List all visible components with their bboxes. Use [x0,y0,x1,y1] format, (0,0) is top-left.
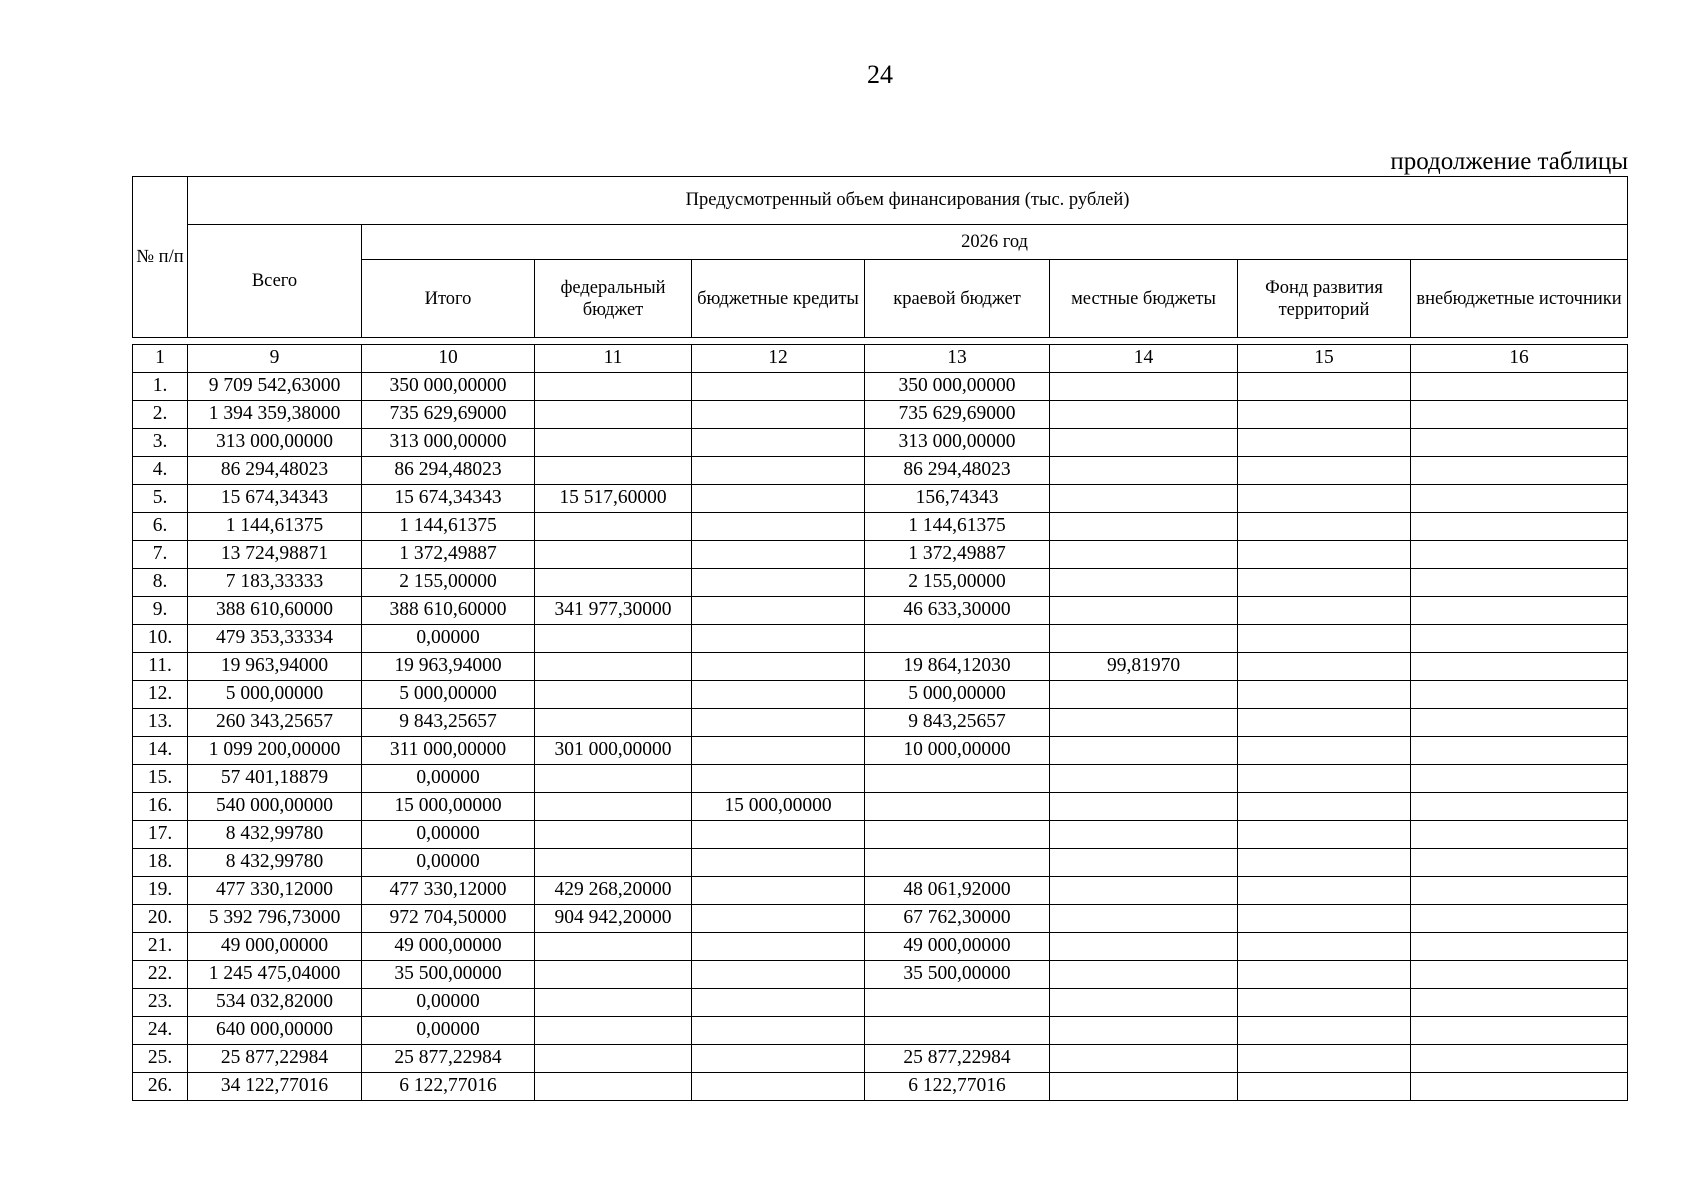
table-cell: 5 000,00000 [362,681,535,709]
table-row [133,457,1628,485]
table-cell: 5 000,00000 [188,681,362,709]
table-cell [535,653,692,681]
header-financing: Предусмотренный объем финансирования (тыс. рублей) [188,177,1628,225]
table-row [133,653,1628,681]
column-number-cell: 14 [1050,345,1238,373]
table-cell [1238,625,1411,653]
table-cell: 6 122,77016 [865,1073,1050,1101]
table-cell [535,625,692,653]
table-cell: 9 709 542,63000 [188,373,362,401]
table-cell [1050,1017,1238,1045]
table-cell [1050,485,1238,513]
table-cell: 57 401,18879 [188,765,362,793]
column-number-cell: 11 [535,345,692,373]
table-cell [1238,681,1411,709]
table-row [133,485,1628,513]
table-cell [1050,429,1238,457]
continuation-label: продолжение таблицы [1390,148,1628,175]
table-cell: 0,00000 [362,1017,535,1045]
table-cell: 0,00000 [362,989,535,1017]
table-cell: 9 843,25657 [362,709,535,737]
table-cell: 311 000,00000 [362,737,535,765]
table-cell [535,569,692,597]
table-cell: 15 000,00000 [362,793,535,821]
table-row [133,961,1628,989]
table-cell [535,989,692,1017]
table-row [133,541,1628,569]
table-row [133,1073,1628,1101]
table-cell: 35 500,00000 [362,961,535,989]
table-cell [1411,933,1628,961]
table-cell: 99,81970 [1050,653,1238,681]
table-cell [535,821,692,849]
table-row [133,765,1628,793]
row-number-cell: 2. [133,401,188,429]
table-cell: 1 245 475,04000 [188,961,362,989]
header-budget-credits: бюджетные кредиты [692,260,865,338]
table-cell [535,373,692,401]
table-cell: 49 000,00000 [362,933,535,961]
table-cell [1238,653,1411,681]
table-cell [692,933,865,961]
table-cell: 67 762,30000 [865,905,1050,933]
table-cell: 10 000,00000 [865,737,1050,765]
table-cell [1238,765,1411,793]
table-cell [692,849,865,877]
table-cell: 477 330,12000 [188,877,362,905]
row-number-cell: 19. [133,877,188,905]
table-cell [1238,457,1411,485]
table-cell [1411,961,1628,989]
table-cell [692,597,865,625]
table-cell [1050,1045,1238,1073]
table-cell [1411,485,1628,513]
table-cell [692,485,865,513]
table-cell [1050,905,1238,933]
table-cell [692,429,865,457]
column-number-cell: 16 [1411,345,1628,373]
table-cell [1050,513,1238,541]
table-cell: 301 000,00000 [535,737,692,765]
table-cell [865,625,1050,653]
table-cell: 477 330,12000 [362,877,535,905]
table-cell [1050,849,1238,877]
row-number-cell: 9. [133,597,188,625]
table-cell [535,1045,692,1073]
table-cell [1238,821,1411,849]
table-cell [692,681,865,709]
table-cell: 0,00000 [362,849,535,877]
table-cell [1238,597,1411,625]
table-cell: 46 633,30000 [865,597,1050,625]
table-cell [1411,457,1628,485]
row-number-cell: 22. [133,961,188,989]
table-cell [692,569,865,597]
table-cell [1411,793,1628,821]
table-cell [1050,541,1238,569]
table-cell: 19 963,94000 [188,653,362,681]
table-cell: 735 629,69000 [865,401,1050,429]
table-cell [865,1017,1050,1045]
table-row [133,681,1628,709]
table-cell [1050,597,1238,625]
row-number-cell: 4. [133,457,188,485]
table-cell [535,849,692,877]
table-cell [535,681,692,709]
table-header [132,176,1628,338]
table-cell: 0,00000 [362,821,535,849]
table-cell [1411,541,1628,569]
table-cell [692,457,865,485]
table-cell: 5 000,00000 [865,681,1050,709]
table-cell: 1 099 200,00000 [188,737,362,765]
page-number: 24 [867,60,893,89]
table-cell: 1 372,49887 [362,541,535,569]
table-cell [1238,933,1411,961]
table-cell [1050,989,1238,1017]
table-cell: 0,00000 [362,765,535,793]
table-cell [535,401,692,429]
table-cell [1411,737,1628,765]
data-table [132,344,1628,1101]
table-cell [535,1017,692,1045]
table-row [133,597,1628,625]
table-cell [535,513,692,541]
row-number-cell: 26. [133,1073,188,1101]
table-cell [692,877,865,905]
table-cell [535,1073,692,1101]
table-cell [1050,933,1238,961]
row-number-cell: 10. [133,625,188,653]
row-number-cell: 3. [133,429,188,457]
header-num: № п/п [133,177,188,338]
table-cell: 2 155,00000 [865,569,1050,597]
column-number-cell: 15 [1238,345,1411,373]
table-cell: 2 155,00000 [362,569,535,597]
row-number-cell: 1. [133,373,188,401]
table-cell [692,401,865,429]
table-cell: 350 000,00000 [865,373,1050,401]
table-cell [1411,625,1628,653]
table-row [133,1017,1628,1045]
row-number-cell: 21. [133,933,188,961]
table-cell [1238,737,1411,765]
table-row [133,989,1628,1017]
column-number-cell: 10 [362,345,535,373]
table-cell [1050,401,1238,429]
table-cell [1050,793,1238,821]
table-row [133,513,1628,541]
table-cell: 429 268,20000 [535,877,692,905]
table-cell [1238,569,1411,597]
table-cell [692,961,865,989]
table-cell [1411,877,1628,905]
table-cell [535,429,692,457]
table-row [133,933,1628,961]
table-cell [1238,905,1411,933]
table-cell [535,457,692,485]
row-number-cell: 16. [133,793,188,821]
table-cell: 15 674,34343 [188,485,362,513]
table-cell [1411,597,1628,625]
table-cell [535,765,692,793]
table-cell [535,541,692,569]
table-cell: 1 372,49887 [865,541,1050,569]
table-cell [1238,989,1411,1017]
table-cell [865,821,1050,849]
table-cell: 49 000,00000 [188,933,362,961]
table-cell: 479 353,33334 [188,625,362,653]
table-cell [1238,1073,1411,1101]
table-cell: 19 963,94000 [362,653,535,681]
table-cell [692,765,865,793]
header-year: 2026 год [362,225,1628,260]
table-cell [1238,485,1411,513]
table-cell [692,625,865,653]
table-row [133,877,1628,905]
table-cell: 260 343,25657 [188,709,362,737]
table-cell [1411,653,1628,681]
table-cell [692,821,865,849]
table-cell: 904 942,20000 [535,905,692,933]
table-row [133,905,1628,933]
table-cell [1238,793,1411,821]
table-cell: 0,00000 [362,625,535,653]
table-cell [1050,709,1238,737]
table-cell [1238,1017,1411,1045]
table-cell: 25 877,22984 [188,1045,362,1073]
column-number-cell: 1 [133,345,188,373]
row-number-cell: 14. [133,737,188,765]
table-cell: 48 061,92000 [865,877,1050,905]
table-cell: 1 144,61375 [362,513,535,541]
table-cell [535,793,692,821]
table-cell [1238,961,1411,989]
header-local-budgets: местные бюджеты [1050,260,1238,338]
table-cell [692,709,865,737]
table-cell [692,541,865,569]
table-cell: 1 144,61375 [865,513,1050,541]
table-cell [1238,709,1411,737]
table-cell: 49 000,00000 [865,933,1050,961]
table-cell: 15 517,60000 [535,485,692,513]
row-number-cell: 7. [133,541,188,569]
table-cell [1411,1073,1628,1101]
table-cell: 341 977,30000 [535,597,692,625]
table-cell: 34 122,77016 [188,1073,362,1101]
table-cell [865,989,1050,1017]
row-number-cell: 6. [133,513,188,541]
table-cell [1411,401,1628,429]
table-cell [1050,1073,1238,1101]
table-cell: 15 000,00000 [692,793,865,821]
table-cell: 86 294,48023 [362,457,535,485]
table-row [133,849,1628,877]
table-cell [1050,373,1238,401]
table-cell [1411,681,1628,709]
row-number-cell: 24. [133,1017,188,1045]
row-number-cell: 25. [133,1045,188,1073]
row-number-cell: 15. [133,765,188,793]
table-cell [692,1045,865,1073]
row-number-cell: 11. [133,653,188,681]
table-cell [692,1017,865,1045]
table-row [133,625,1628,653]
table-cell [1411,513,1628,541]
table-cell [1050,681,1238,709]
table-row [133,793,1628,821]
table-cell [865,849,1050,877]
table-cell: 972 704,50000 [362,905,535,933]
header-total: Всего [188,225,362,338]
header-itogo: Итого [362,260,535,338]
table-cell [865,793,1050,821]
table-cell: 19 864,12030 [865,653,1050,681]
table-cell [1238,373,1411,401]
table-cell: 313 000,00000 [865,429,1050,457]
header-regional-budget: краевой бюджет [865,260,1050,338]
header-territory-fund: Фонд развития территорий [1238,260,1411,338]
table-cell [535,709,692,737]
row-number-cell: 13. [133,709,188,737]
table-cell [1050,569,1238,597]
table-cell: 540 000,00000 [188,793,362,821]
table-cell [1238,429,1411,457]
table-cell [1411,1017,1628,1045]
table-cell [1411,849,1628,877]
row-number-cell: 18. [133,849,188,877]
table-cell [1411,373,1628,401]
table-cell [535,961,692,989]
table-cell: 35 500,00000 [865,961,1050,989]
table-cell: 8 432,99780 [188,821,362,849]
table-row [133,569,1628,597]
row-number-cell: 12. [133,681,188,709]
header-extrabudgetary: внебюджетные источники [1411,260,1628,338]
table-row [133,709,1628,737]
table-cell [692,737,865,765]
row-number-cell: 8. [133,569,188,597]
table-cell: 8 432,99780 [188,849,362,877]
table-cell [1238,513,1411,541]
table-cell [1238,849,1411,877]
table-cell [535,933,692,961]
table-cell [1050,961,1238,989]
table-cell: 25 877,22984 [865,1045,1050,1073]
table-cell [692,989,865,1017]
table-cell [1050,457,1238,485]
table-cell: 86 294,48023 [188,457,362,485]
table-cell [692,373,865,401]
table-cell: 350 000,00000 [362,373,535,401]
table-cell [1238,401,1411,429]
table-cell: 388 610,60000 [188,597,362,625]
table-cell [1411,989,1628,1017]
table-cell [692,653,865,681]
table-cell [1050,765,1238,793]
table-cell [692,513,865,541]
table-cell: 534 032,82000 [188,989,362,1017]
table-cell: 15 674,34343 [362,485,535,513]
table-cell [1411,1045,1628,1073]
table-row [133,821,1628,849]
column-number-cell: 9 [188,345,362,373]
table-cell: 13 724,98871 [188,541,362,569]
table-cell: 388 610,60000 [362,597,535,625]
table-cell [692,1073,865,1101]
table-row [133,429,1628,457]
table-cell: 6 122,77016 [362,1073,535,1101]
table-cell [1411,709,1628,737]
table-cell [1050,737,1238,765]
table-cell [1050,821,1238,849]
table-cell: 313 000,00000 [362,429,535,457]
column-number-row [133,345,1628,373]
table-cell: 5 392 796,73000 [188,905,362,933]
table-row [133,373,1628,401]
header-federal-budget: федеральный бюджет [535,260,692,338]
table-cell: 86 294,48023 [865,457,1050,485]
table-cell: 1 144,61375 [188,513,362,541]
table-cell: 25 877,22984 [362,1045,535,1073]
table-cell [1411,569,1628,597]
table-cell [1050,877,1238,905]
table-cell: 640 000,00000 [188,1017,362,1045]
table-cell: 1 394 359,38000 [188,401,362,429]
table-cell [1411,905,1628,933]
row-number-cell: 23. [133,989,188,1017]
table-cell: 735 629,69000 [362,401,535,429]
row-number-cell: 5. [133,485,188,513]
table-cell [865,765,1050,793]
row-number-cell: 20. [133,905,188,933]
table-cell [692,905,865,933]
table-cell [1238,877,1411,905]
table-cell: 7 183,33333 [188,569,362,597]
table-row [133,401,1628,429]
table-cell [1238,541,1411,569]
table-cell [1411,765,1628,793]
row-number-cell: 17. [133,821,188,849]
table-cell: 156,74343 [865,485,1050,513]
table-row [133,737,1628,765]
table-cell: 9 843,25657 [865,709,1050,737]
table-cell [1411,429,1628,457]
column-number-cell: 12 [692,345,865,373]
table-cell: 313 000,00000 [188,429,362,457]
table-row [133,1045,1628,1073]
table-cell [1238,1045,1411,1073]
column-number-cell: 13 [865,345,1050,373]
table-cell [1411,821,1628,849]
table-cell [1050,625,1238,653]
